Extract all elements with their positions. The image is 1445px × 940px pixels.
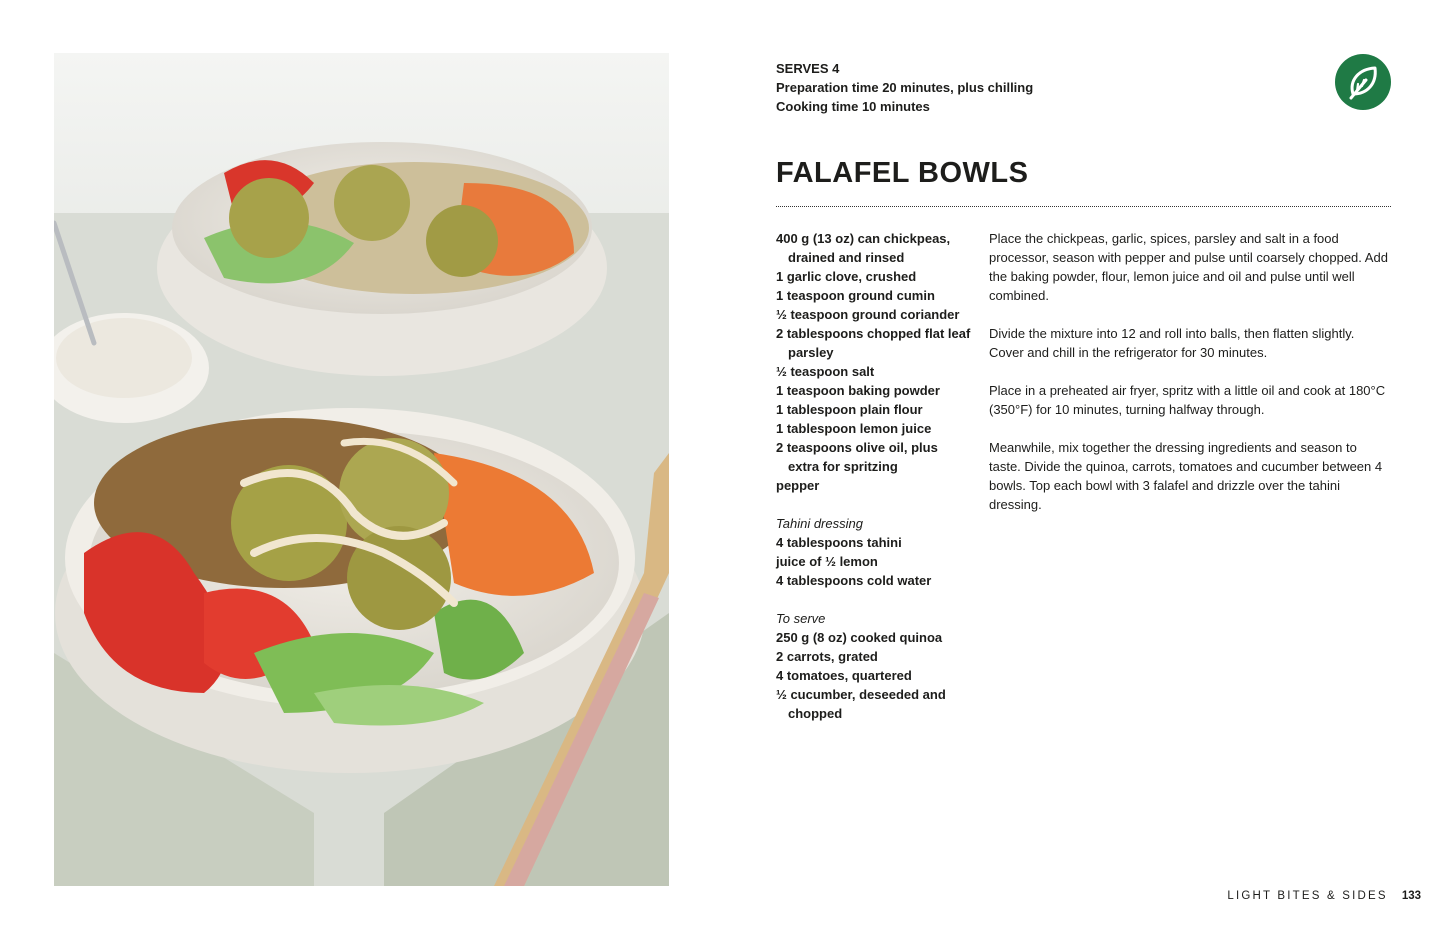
prep-time-text: Preparation time 20 minutes, plus chilling	[776, 80, 1034, 95]
vegetarian-badge	[1335, 54, 1391, 110]
falafel-bowl-photo	[54, 53, 669, 886]
ingredient-item: ½ teaspoon salt	[776, 364, 875, 379]
method-steps	[989, 229, 1391, 533]
ingredient-item: 2 teaspoons olive oil, plus extra for spritzing	[776, 440, 938, 474]
ingredient-item: ½ cucumber, deseeded and chopped	[776, 687, 946, 721]
method-step: Place the chickpeas, garlic, spices, parsley and salt in a food processor, season with pepper and pulse until coarsely chopped. Add the baking powder, flour, lemon juice and oil and pulse until well combined.	[989, 231, 1388, 303]
ingredient-item: 1 tablespoon lemon juice	[776, 421, 932, 436]
ingredient-item: 4 tablespoons cold water	[776, 573, 932, 588]
page-footer	[1227, 890, 1421, 902]
cook-time-text: Cooking time 10 minutes	[776, 99, 930, 114]
ingredient-item: pepper	[776, 478, 820, 493]
main-ingredients	[776, 229, 972, 495]
ingredient-item: ½ teaspoon ground coriander	[776, 307, 960, 322]
ingredient-item: juice of ½ lemon	[776, 554, 878, 569]
dressing-heading: Tahini dressing	[776, 516, 863, 531]
ingredient-item: 4 tablespoons tahini	[776, 535, 902, 550]
ingredient-item: 1 tablespoon plain flour	[776, 402, 923, 417]
title-divider	[776, 206, 1391, 207]
serve-heading: To serve	[776, 611, 826, 626]
leaf-icon	[1335, 54, 1391, 110]
recipe-meta	[776, 59, 1033, 116]
ingredient-item: 250 g (8 oz) cooked quinoa	[776, 630, 943, 645]
to-serve-ingredients	[776, 609, 972, 723]
ingredient-item: 2 tablespoons chopped flat leaf parsley	[776, 326, 971, 360]
serves-text: SERVES 4	[776, 61, 840, 76]
ingredient-item: 1 teaspoon baking powder	[776, 383, 940, 398]
method-step: Place in a preheated air fryer, spritz with a little oil and cook at 180°C (350°F) for 10 minutes, turning halfway through.	[989, 383, 1386, 417]
tahini-dressing-ingredients	[776, 514, 972, 590]
page-number: 133	[1401, 890, 1421, 902]
ingredients-list	[776, 229, 972, 723]
ingredient-item: 1 garlic clove, crushed	[776, 269, 917, 284]
section-name: LIGHT BITES & SIDES	[1227, 890, 1388, 902]
recipe-title: FALAFEL BOWLS	[776, 157, 1029, 189]
ingredient-item: 1 teaspoon ground cumin	[776, 288, 935, 303]
ingredient-item: 4 tomatoes, quartered	[776, 668, 912, 683]
method-step: Divide the mixture into 12 and roll into balls, then flatten slightly. Cover and chill in the refrigerator for 30 minutes.	[989, 326, 1355, 360]
method-step: Meanwhile, mix together the dressing ingredients and season to taste. Divide the quinoa, carrots, tomatoes and cucumber between 4 bowls. Top each bowl with 3 falafel and drizzle over the tahini dressing.	[989, 440, 1383, 512]
ingredient-item: 400 g (13 oz) can chickpeas, drained and rinsed	[776, 231, 951, 265]
ingredient-item: 2 carrots, grated	[776, 649, 878, 664]
